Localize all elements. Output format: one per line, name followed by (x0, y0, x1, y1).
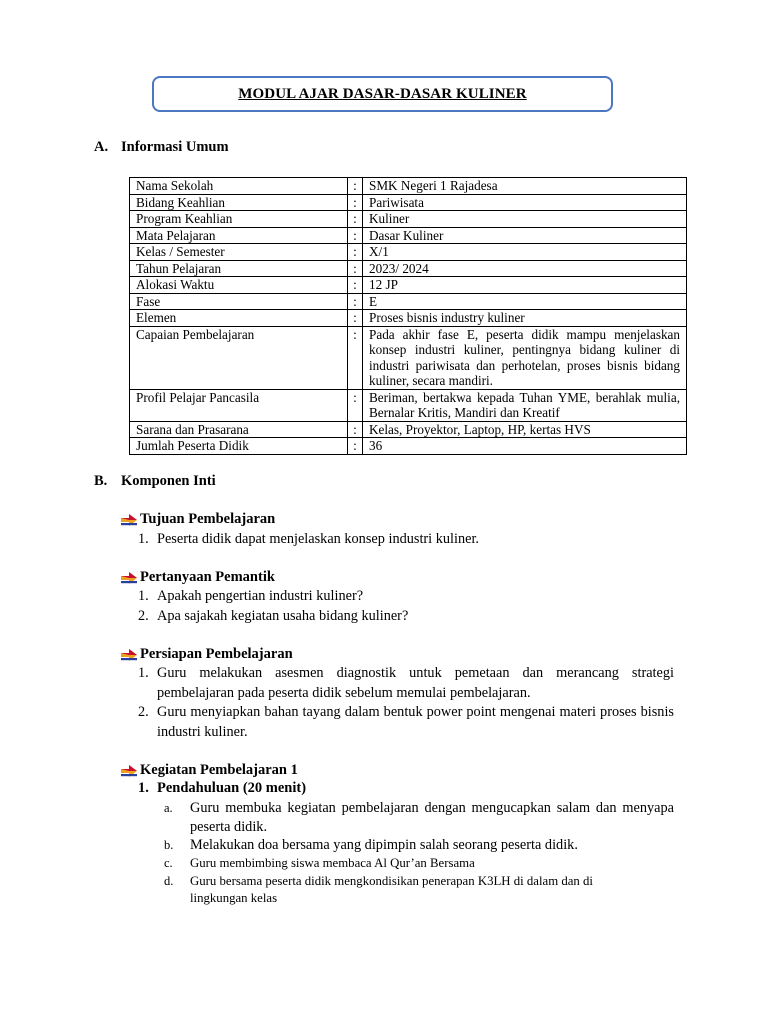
list-text: Melakukan doa bersama yang dipimpin salah seorang peserta didik. (190, 837, 578, 853)
info-label: Program Keahlian (130, 211, 348, 228)
table-row (130, 438, 687, 455)
list-text: Guru menyiapkan bahan tayang dalam bentuk power point mengenai materi proses bisnis industri kuliner. (157, 704, 674, 740)
table-row (130, 244, 687, 261)
list-text: Guru bersama peserta didik mengkondisikan penerapan K3LH di dalam dan di lingkungan kelas (190, 874, 593, 905)
list-item (138, 587, 674, 607)
table-row (130, 227, 687, 244)
info-label: Profil Pelajar Pancasila (130, 389, 348, 421)
tujuan-heading (120, 511, 275, 528)
info-colon: : (348, 421, 363, 438)
table-row (130, 326, 687, 389)
section-a-letter: A. (94, 139, 109, 155)
info-label: Kelas / Semester (130, 244, 348, 261)
table-row (130, 260, 687, 277)
document-title: MODUL AJAR DASAR-DASAR KULINER (238, 85, 527, 102)
info-colon: : (348, 310, 363, 327)
info-label: Nama Sekolah (130, 178, 348, 195)
info-value: Kelas, Proyektor, Laptop, HP, kertas HVS (363, 421, 687, 438)
info-colon: : (348, 227, 363, 244)
info-colon: : (348, 438, 363, 455)
table-row (130, 293, 687, 310)
persiapan-title: Persiapan Pembelajaran (140, 646, 293, 662)
list-letter: c. (164, 855, 173, 870)
pendahuluan-title: Pendahuluan (20 menit) (157, 780, 307, 796)
arrow-bullet-icon (120, 513, 138, 527)
section-b-letter: B. (94, 473, 108, 489)
info-value: 36 (363, 438, 687, 455)
list-item (164, 873, 674, 906)
list-text: Guru membimbing siswa membaca Al Qur’an Bersama (190, 855, 475, 870)
info-colon: : (348, 244, 363, 261)
info-value: Dasar Kuliner (363, 227, 687, 244)
section-a-title: Informasi Umum (121, 139, 229, 155)
list-item (138, 703, 674, 742)
kegiatan-title: Kegiatan Pembelajaran 1 (140, 762, 298, 778)
info-label: Capaian Pembelajaran (130, 326, 348, 389)
list-number: 2. (138, 704, 149, 720)
list-item (164, 836, 674, 855)
list-text: Apa sajakah kegiatan usaha bidang kuliner? (157, 607, 409, 624)
list-text: Apakah pengertian industri kuliner? (157, 588, 364, 604)
title-box (152, 76, 613, 112)
info-value: X/1 (363, 244, 687, 261)
list-letter: a. (164, 801, 173, 815)
pendahuluan-heading (138, 780, 306, 797)
list-item (164, 855, 674, 872)
table-row (130, 277, 687, 294)
info-value: Kuliner (363, 211, 687, 228)
section-b-title: Komponen Inti (121, 473, 216, 489)
info-label: Alokasi Waktu (130, 277, 348, 294)
info-table (129, 177, 687, 455)
list-number: 1. (138, 665, 149, 681)
table-row (130, 421, 687, 438)
info-value: 2023/ 2024 (363, 260, 687, 277)
info-value: 12 JP (363, 277, 687, 294)
section-a-heading (94, 139, 229, 156)
info-label: Fase (130, 293, 348, 310)
list-text: Guru melakukan asesmen diagnostik untuk pemetaan dan merancang strategi pembelajaran pada peserta didik sebelum memulai pembelajaran. (157, 665, 674, 701)
info-value: Proses bisnis industry kuliner (363, 310, 687, 327)
persiapan-heading (120, 646, 293, 663)
section-b-heading (94, 473, 216, 490)
info-value: Beriman, bertakwa kepada Tuhan YME, berahlak mulia, Bernalar Kritis, Mandiri dan Kreatif (363, 389, 687, 421)
info-colon: : (348, 326, 363, 389)
arrow-bullet-icon (120, 764, 138, 778)
table-row (130, 310, 687, 327)
info-label: Jumlah Peserta Didik (130, 438, 348, 455)
tujuan-title: Tujuan Pembelajaran (140, 511, 276, 527)
info-label: Elemen (130, 310, 348, 327)
list-item (138, 607, 674, 627)
list-item (164, 799, 674, 836)
info-value: SMK Negeri 1 Rajadesa (363, 178, 687, 195)
pertanyaan-title: Pertanyaan Pemantik (140, 569, 275, 585)
tujuan-list (138, 530, 674, 550)
list-number: 1. (138, 588, 149, 604)
info-value: Pada akhir fase E, peserta didik mampu menjelaskan konsep industri kuliner, pentingnya bidang kuliner di industri pariwisata dan perhotelan, proses bisnis bidang kuliner, secara mandiri. (363, 326, 687, 389)
arrow-bullet-icon (120, 648, 138, 662)
info-colon: : (348, 293, 363, 310)
info-colon: : (348, 178, 363, 195)
info-value: E (363, 293, 687, 310)
table-row (130, 211, 687, 228)
persiapan-list (138, 664, 674, 742)
list-item (138, 664, 674, 703)
info-label: Sarana dan Prasarana (130, 421, 348, 438)
info-colon: : (348, 277, 363, 294)
kegiatan-heading (120, 762, 298, 779)
pertanyaan-list (138, 587, 674, 626)
list-number: 2. (138, 607, 149, 624)
table-row (130, 194, 687, 211)
list-text: Guru membuka kegiatan pembelajaran dengan mengucapkan salam dan menyapa peserta didik. (190, 800, 674, 835)
list-text: Peserta didik dapat menjelaskan konsep industri kuliner. (157, 531, 480, 547)
pendahuluan-list (164, 799, 674, 906)
list-letter: b. (164, 838, 174, 852)
list-number: 1. (138, 780, 149, 796)
info-label: Tahun Pelajaran (130, 260, 348, 277)
info-colon: : (348, 389, 363, 421)
list-letter: d. (164, 874, 174, 888)
arrow-bullet-icon (120, 571, 138, 585)
info-value: Pariwisata (363, 194, 687, 211)
pertanyaan-heading (120, 569, 275, 586)
info-label: Mata Pelajaran (130, 227, 348, 244)
info-colon: : (348, 260, 363, 277)
list-number: 1. (138, 531, 149, 547)
list-item (138, 530, 674, 550)
info-label: Bidang Keahlian (130, 194, 348, 211)
info-colon: : (348, 194, 363, 211)
table-row (130, 389, 687, 421)
info-colon: : (348, 211, 363, 228)
table-row (130, 178, 687, 195)
